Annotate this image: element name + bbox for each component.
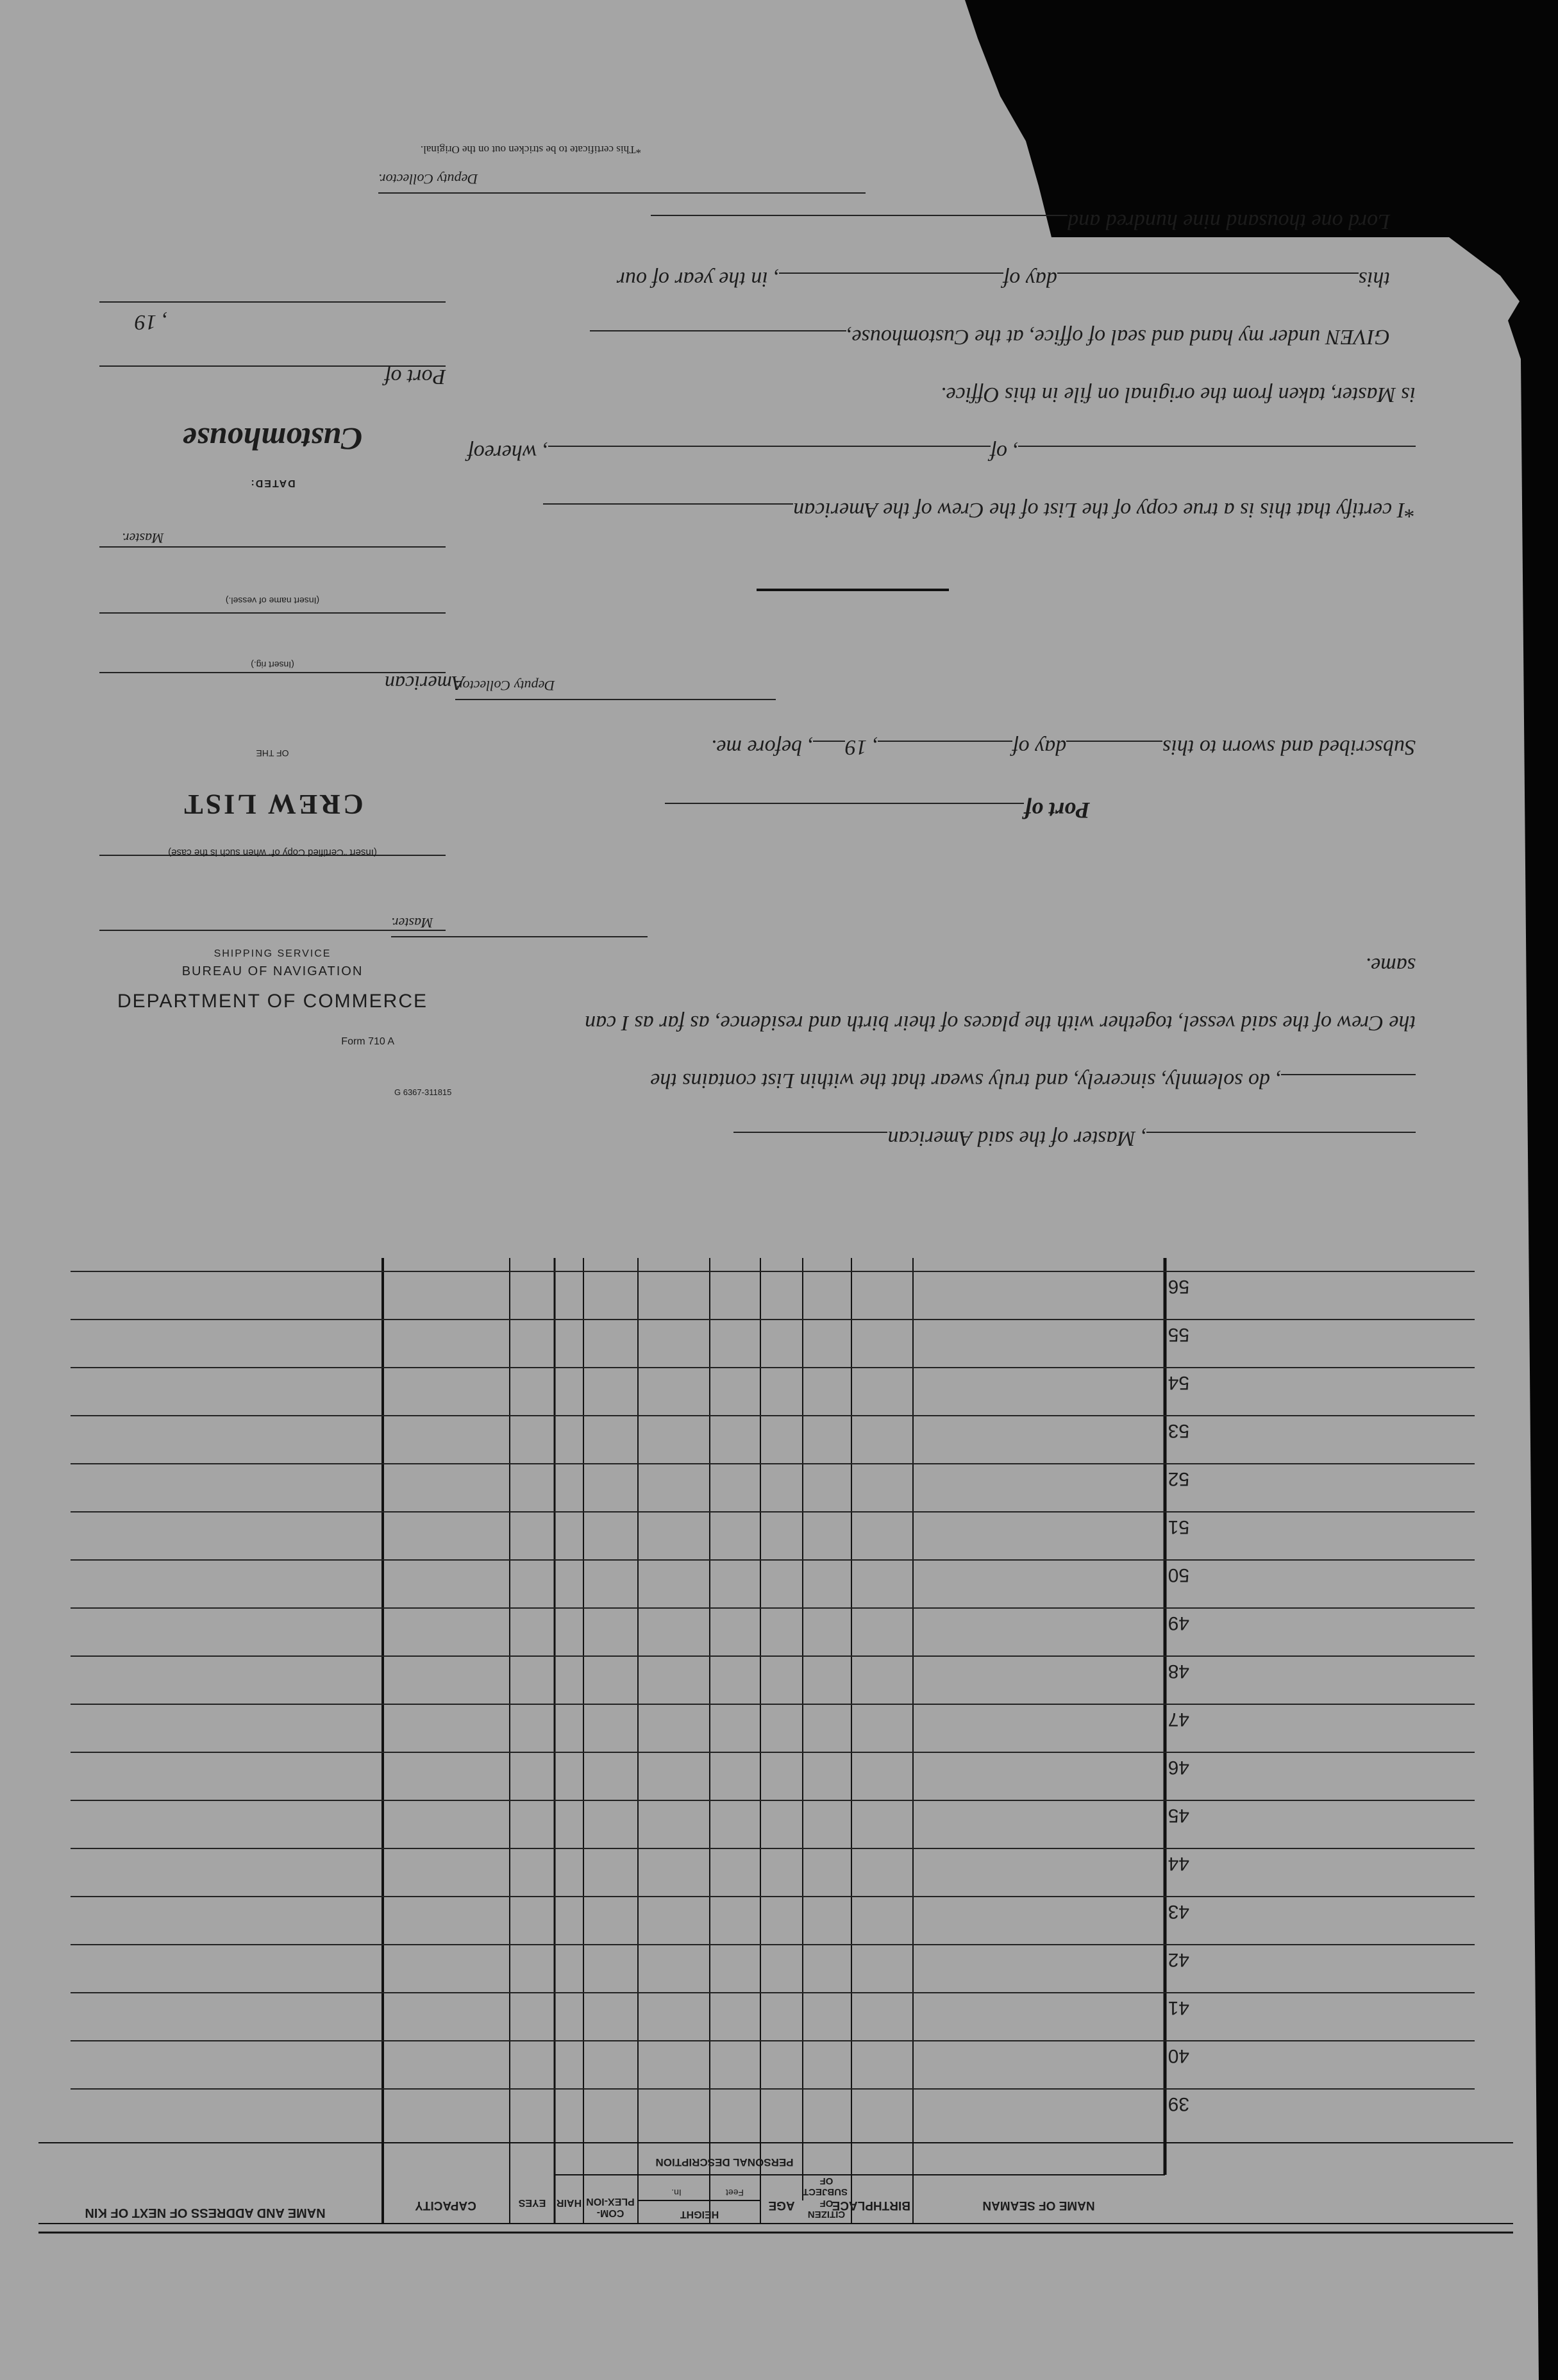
row-number: 53	[1168, 1420, 1189, 1441]
certificate-deputy-collector: Deputy Collector.	[378, 172, 866, 194]
header-age: AGE	[768, 2199, 795, 2212]
bureau-name: BUREAU OF NAVIGATION	[181, 964, 364, 978]
row-number: 50	[1168, 1564, 1189, 1586]
row-number: 45	[1168, 1805, 1189, 1826]
certificate-line1: *I certify that this is a true copy of the List of the Crew of the American	[543, 499, 1416, 521]
service-name: SHIPPING SERVICE	[214, 948, 331, 959]
row-number: 47	[1168, 1709, 1189, 1730]
row-number: 55	[1168, 1324, 1189, 1345]
oath-line3: the Crew of the said vessel, together with the places of their birth and residence, as far as I can	[585, 1011, 1416, 1035]
cover-year: , 19	[135, 310, 167, 334]
row-number: 49	[1168, 1613, 1189, 1634]
header-personal-description: PERSONAL DESCRIPTION	[655, 2156, 794, 2168]
row-number: 51	[1168, 1516, 1189, 1538]
header-next-of-kin: NAME AND ADDRESS OF NEXT OF KIN	[85, 2206, 326, 2220]
of-the-label: OF THE	[256, 748, 289, 758]
header-name-of-seaman: NAME OF SEAMAN	[982, 2199, 1095, 2212]
oath-line2: , do solemnly, sincerely, and truly swear that the within List contains the	[650, 1069, 1416, 1091]
row-number: 39	[1168, 2093, 1189, 2115]
row-number: 41	[1168, 1997, 1189, 2018]
rig-line	[99, 672, 446, 673]
oath-subscribed: Subscribed and sworn to thisday of, 19, before me.	[710, 735, 1416, 759]
vessel-line	[99, 612, 446, 614]
row-number: 44	[1168, 1853, 1189, 1874]
row-number: 52	[1168, 1468, 1189, 1489]
header-feet: Feet	[726, 2188, 744, 2198]
oath-line4: same.	[1365, 953, 1416, 977]
row-number: 40	[1168, 2045, 1189, 2066]
customhouse-label: Customhouse	[182, 421, 363, 457]
oath-port-of: Port of	[665, 799, 1090, 822]
row-number: 43	[1168, 1901, 1189, 1922]
certified-line	[99, 930, 446, 931]
year-line	[99, 301, 446, 303]
certificate-line2: , of, whereof	[467, 441, 1416, 463]
certificate-line5: thisday of, in the year of our	[616, 267, 1390, 291]
certified-copy-note: (Insert "Certified Copy of" when such is the case)	[168, 847, 377, 858]
row-number: 46	[1168, 1757, 1189, 1778]
certificate-line4: GIVEN under my hand and seal of office, at the Customhouse,	[590, 326, 1390, 348]
department-name: DEPARTMENT OF COMMERCE	[117, 991, 428, 1012]
gpo-code: G 6367-311815	[394, 1087, 452, 1097]
header-citizen: CITIZEN OF SUBJECT OF	[802, 2175, 848, 2220]
cover-port-of: Port of	[385, 365, 446, 389]
certificate-footnote: *This certificate to be stricken out on the Original.	[420, 144, 641, 156]
oath-master-signature: Master.	[391, 916, 648, 937]
crew-list-title: CREW LIST	[181, 789, 364, 820]
dated-label: DATED:	[249, 478, 296, 489]
form-number: Form 710 A	[341, 1036, 394, 1047]
header-birthplace: BIRTHPLACE	[832, 2199, 910, 2212]
section-divider	[757, 589, 949, 591]
header-capacity: CAPACITY	[415, 2199, 476, 2212]
header-eyes: EYES	[518, 2197, 546, 2208]
american-label: American	[385, 672, 465, 695]
header-hair: HAIR	[556, 2197, 582, 2208]
row-number: 42	[1168, 1949, 1189, 1970]
master-label: Master.	[122, 530, 164, 546]
oath-line1: , Master of the said American	[733, 1127, 1416, 1149]
insert-rig-note: (Insert rig.)	[251, 660, 294, 670]
master-line	[99, 546, 446, 548]
row-number: 54	[1168, 1372, 1189, 1393]
header-complexion: COM-PLEX-ION	[586, 2195, 635, 2218]
row-number: 56	[1168, 1276, 1189, 1297]
header-inches: In.	[671, 2188, 682, 2198]
oath-deputy-collector: Deputy Collector.	[455, 678, 776, 700]
port-line	[99, 365, 446, 367]
certificate-line3: is Master, taken from the original on file in this Office.	[940, 383, 1416, 406]
header-height: HEIGHT	[680, 2209, 719, 2220]
insert-vessel-note: (Insert name of vessel.)	[225, 596, 320, 606]
row-number: 48	[1168, 1661, 1189, 1682]
certificate-line6: Lord one thousand nine hundred and	[651, 210, 1390, 232]
